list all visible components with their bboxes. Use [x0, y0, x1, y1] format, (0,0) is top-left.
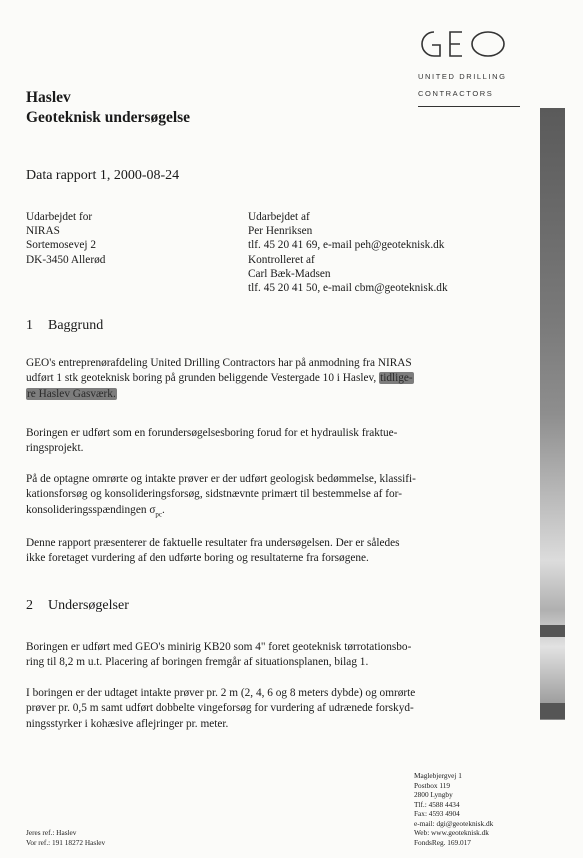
section-title: Undersøgelser	[48, 598, 129, 613]
address-line: Fax: 4593 4904	[414, 809, 460, 818]
prepared-for-line: NIRAS	[26, 225, 60, 238]
footer-address	[414, 771, 493, 847]
prepared-for-block	[26, 210, 105, 267]
prepared-by-line: Kontrolleret af	[248, 253, 315, 266]
paragraph	[26, 472, 476, 522]
prepared-by-line: tlf. 45 20 41 69, e-mail peh@geoteknisk.dk	[248, 239, 445, 252]
paragraph-line: ringsprojekt.	[26, 442, 84, 455]
address-line: Web: www.geoteknisk.dk	[414, 828, 489, 837]
paragraph-line: konsolideringsspændingen $\sigma_{pc}$.	[26, 503, 165, 518]
sidebar-mark	[540, 625, 565, 637]
paragraph	[26, 536, 476, 567]
paragraph-line: ikke foretaget vurdering af den udførte boring og resultaterne fra forsøgene.	[26, 552, 369, 565]
paragraph-line: udført 1 stk geoteknisk boring på grunden beliggende Vestergade 10 i Haslev, tidlige-	[26, 372, 413, 385]
logo-line-1: UNITED DRILLING	[418, 72, 507, 81]
prepared-for-line: Sortemosevej 2	[26, 239, 96, 252]
paragraph-line	[26, 387, 476, 402]
title-main: Geoteknisk undersøgelse	[26, 109, 191, 126]
paragraph	[26, 640, 476, 671]
section-1-heading	[26, 318, 103, 334]
address-line: Tlf.: 4588 4434	[414, 799, 460, 809]
section-title: Baggrund	[48, 318, 104, 333]
address-line: 2800 Lyngby	[414, 790, 453, 799]
address-line: Maglebjergvej 1	[414, 771, 462, 780]
geo-logo-icon	[418, 26, 518, 62]
paragraph-line: Boringen er udført som en forundersøgelsesboring forud for et hydraulisk fraktue-	[26, 427, 398, 439]
prepared-by-line: Per Henriksen	[248, 225, 313, 238]
highlighted-text: tidlige-	[380, 372, 413, 385]
reference-line: Jeres ref.: Haslev	[26, 828, 77, 837]
section-number: 2	[26, 598, 33, 613]
reference-line: Vor ref.: 191 18272 Haslev	[26, 838, 106, 847]
prepared-by-block	[248, 210, 448, 295]
section-number: 1	[26, 318, 33, 333]
paragraph-line: prøver pr. 0,5 m samt udført dobbelte vingeforsøg for vurdering af udrænede forskyd-	[26, 702, 414, 715]
paragraph-line: ningsstyrker i kohæsive aflejringer pr. meter.	[26, 717, 229, 730]
prepared-by-line: Udarbejdet af	[248, 211, 310, 223]
paragraph-line: Denne rapport præsenterer de faktuelle resultater fra undersøgelsen. Der er således	[26, 537, 400, 549]
sidebar-mark	[540, 703, 565, 719]
logo-rule	[418, 106, 520, 107]
address-line: e-mail: dgi@geoteknisk.dk	[414, 818, 494, 828]
paragraph-line: GEO's entreprenørafdeling United Drilling Contractors har på anmodning fra NIRAS	[26, 357, 412, 369]
address-line: FondsReg. 169.017	[414, 837, 471, 847]
paragraph-line: På de optagne omrørte og intakte prøver er der udført geologisk bedømmelse, klassifi-	[26, 473, 416, 485]
paragraph-line: Boringen er udført med GEO's minirig KB20 som 4" foret geoteknisk tørrotationsbo-	[26, 641, 412, 653]
paragraph-line: kationsforsøg og konsolideringsforsøg, sidstnævnte primært til bestemmelse af for-	[26, 488, 402, 501]
footer-references	[26, 828, 105, 848]
address-line: Postbox 119	[414, 780, 451, 790]
paragraph-line: ring til 8,2 m u.t. Placering af boringen fremgår af situationsplanen, bilag 1.	[26, 656, 369, 669]
report-title: Data rapport 1, 2000-08-24	[26, 168, 180, 183]
paragraph	[26, 356, 476, 402]
section-2-heading	[26, 598, 129, 614]
title-location: Haslev	[26, 89, 71, 106]
paragraph-line: I boringen er der udtaget intakte prøver pr. 2 m (2, 4, 6 og 8 meters dybde) og omrørte	[26, 687, 416, 699]
paragraph	[26, 686, 476, 732]
prepared-by-line: tlf. 45 20 41 50, e-mail cbm@geoteknisk.dk	[248, 282, 448, 295]
prepared-for-line: DK-3450 Allerød	[26, 253, 106, 266]
logo-line-2: CONTRACTORS	[418, 89, 494, 98]
prepared-for-line: Udarbejdet for	[26, 211, 93, 223]
highlighted-text: re Haslev Gasværk.	[27, 387, 116, 400]
prepared-by-line: Carl Bæk-Madsen	[248, 267, 331, 280]
paragraph	[26, 426, 476, 457]
